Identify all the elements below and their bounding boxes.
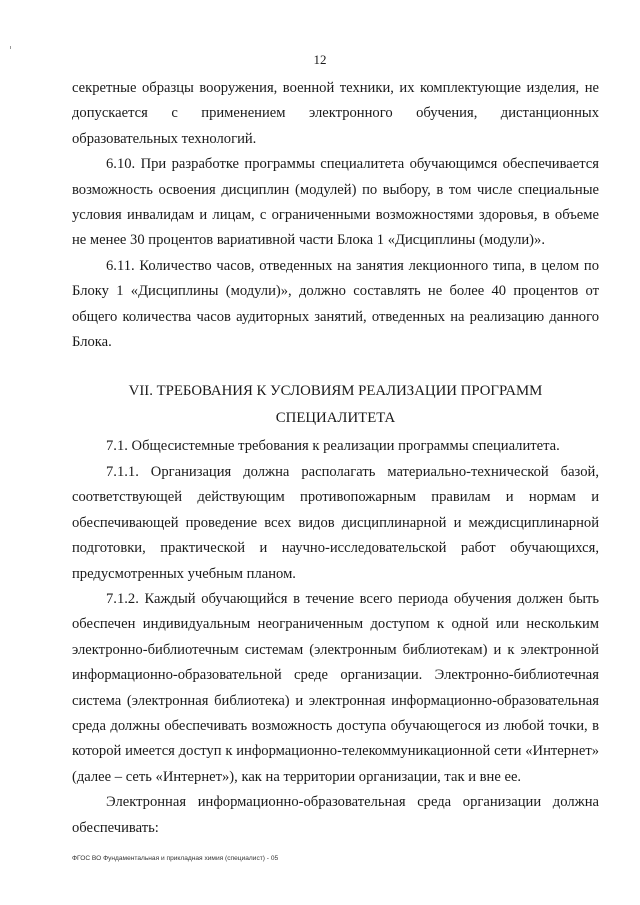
paragraph-6-10: 6.10. При разработке программы специалитета обучающимся обеспечивается возможность освоения дисциплин (модулей) по выбору, в том числе специальные условия инвалидам и лицам, с ограниченными возможностями здоровья, в объеме не менее 30 процентов вариативной части Блока 1 «Дисциплины (модули)».	[72, 156, 599, 249]
paragraph-7-1-1: 7.1.1. Организация должна располагать материально-технической базой, соответствующей действующим противопожарным правилам и нормам и обеспечивающей проведение всех видов дисциплинарной и междисциплинарной подготовки, практической и научно-исследовательской работ обучающихся, предусмотренных учебным планом.	[72, 463, 599, 582]
page-content	[72, 76, 599, 841]
paragraph-eios: Электронная информационно-образовательная среда организации должна обеспечивать:	[72, 794, 599, 836]
paragraph-continuation: секретные образцы вооружения, военной техники, их комплектующие изделия, не допускается с применением электронного обучения, дистанционных образовательных технологий.	[72, 80, 599, 147]
page-number: 12	[313, 52, 327, 67]
paragraph-7-1-2: 7.1.2. Каждый обучающийся в течение всего периода обучения должен быть обеспечен индивидуальным неограниченным доступом к одной или нескольким электронно-библиотечным системам (электронным библиотекам) и к электронной информационно-образовательной среде организации. Электронно-библиотечная система (электронная библиотека) и электронная информационно-образовательная среда должны обеспечивать возможность доступа обучающегося из любой точки, в которой имеется доступ к информационно-телекоммуникационной сети «Интернет» (далее – сеть «Интернет»), как на территории организации, так и вне ее.	[72, 590, 599, 785]
page-footer: ФГОС ВО Фундаментальная и прикладная химия (специалист) - 05	[72, 855, 279, 862]
section-heading-line1: VII. ТРЕБОВАНИЯ К УСЛОВИЯМ РЕАЛИЗАЦИИ ПРОГРАММ	[128, 383, 543, 400]
paragraph-7-1: 7.1. Общесистемные требования к реализации программы специалитета.	[106, 438, 560, 455]
section-heading	[72, 378, 599, 432]
paragraph-6-11: 6.11. Количество часов, отведенных на занятия лекционного типа, в целом по Блоку 1 «Дисциплины (модули)», должно составлять не более 40 процентов от общего количества часов аудиторных занятий, отведенных на реализацию данного Блока.	[72, 257, 599, 351]
section-heading-line2: СПЕЦИАЛИТЕТА	[275, 410, 396, 427]
margin-mark	[10, 46, 11, 49]
